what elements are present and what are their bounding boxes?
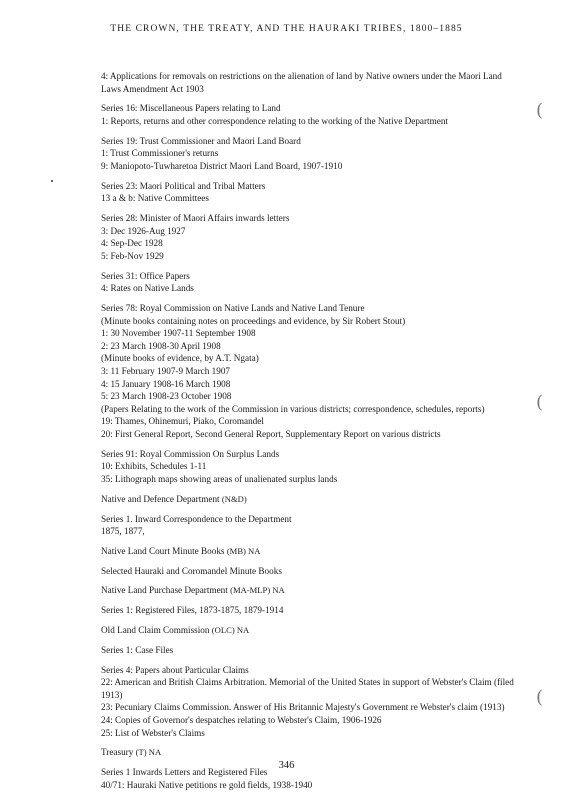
series-heading: Series 1: Registered Files, 1873-1875, 1879-1914 [101,605,284,616]
listing-block [101,604,521,617]
series-entry: 10: Exhibits, Schedules 1-11 [101,461,207,472]
series-entry: 1: Trust Commissioner's returns [101,148,219,159]
series-heading: Series 23: Maori Political and Tribal Matters [101,180,266,191]
series-entry: 24: Copies of Governor's despatches relating to Webster's Claim, 1906-1926 [101,714,382,725]
series-heading: Series 19: Trust Commissioner and Maori Land Board [101,135,301,146]
listing-block [101,135,521,173]
series-entry: 4: Sep-Dec 1928 [101,238,163,249]
series-entry: 13 a & b: Native Committees [101,193,209,204]
series-entry: (Minute books of evidence, by A.T. Ngata) [101,353,259,364]
series-heading: Series 78: Royal Commission on Native Lands and Native Land Tenure [101,303,365,314]
series-heading: Series 31: Office Papers [101,270,190,281]
listing-block [101,664,521,740]
listing-block [101,270,521,295]
record-group-title: Treasury [101,747,134,758]
record-group-heading [101,493,521,506]
series-heading: Series 28: Minister of Maori Affairs inwards letters [101,213,290,224]
record-group-heading [101,565,521,578]
series-entry: 23: Pecuniary Claims Commission. Answer of His Britannic Majesty's Government re Webster's claim (1913) [101,702,505,713]
series-entry: 4: Rates on Native Lands [101,283,194,294]
series-entry: 9: Maniopoto-Tuwharetoa District Maori Land Board, 1907-1910 [101,160,343,171]
margin-bracket-mark: ( [536,392,544,413]
margin-dot [51,180,53,182]
series-entry: 3: 11 February 1907-9 March 1907 [101,366,231,376]
listing-block [101,644,521,657]
record-group-title: Selected Hauraki and Coromandel Minute Books [101,565,282,576]
series-entry: 40/71: Hauraki Native petitions re gold fields, 1938-1940 [101,779,313,790]
series-entry: 2: 23 March 1908-30 April 1908 [101,340,221,351]
record-group-heading [101,746,521,759]
record-group-code: (MA-MLP) NA [230,585,285,596]
series-heading: Series 1 Inwards Letters and Registered Files [101,767,268,778]
record-group-title: Native Land Court Minute Books [101,545,225,556]
series-entry: (Minute books containing notes on proceedings and evidence, by Sir Robert Stout) [101,315,406,326]
series-entry: 3: Dec 1926-Aug 1927 [101,225,186,236]
archive-listing [101,70,521,798]
series-entry: 35: Lithograph maps showing areas of unalienated surplus lands [101,473,338,484]
listing-block [101,746,521,759]
series-entry: 1875, 1877, [101,526,145,537]
record-group-code: (MB) NA [226,545,261,556]
series-entry: 1: Reports, returns and other correspondence relating to the working of the Native Department [101,115,448,126]
record-group-heading [101,545,521,558]
series-heading: Series 16: Miscellaneous Papers relating to Land [101,103,281,114]
series-heading: Series 4: Papers about Particular Claims [101,664,249,675]
listing-block [101,448,521,486]
margin-bracket-mark: ( [536,687,544,708]
listing-block [101,565,521,578]
record-group-title: Native and Defence Department [101,493,220,504]
margin-bracket-mark: ( [536,100,544,121]
series-entry: 20: First General Report, Second General Report, Supplementary Report on various districts [101,428,441,439]
series-entry: (Papers Relating to the work of the Commission in various districts; correspondence, schedules, reports) [101,403,485,414]
listing-block [101,102,521,127]
record-group-title: Native Land Purchase Department [101,585,228,596]
series-entry: 4: 15 January 1908-16 March 1908 [101,378,231,389]
listing-block [101,70,521,95]
listing-block [101,584,521,597]
series-entry: 5: 23 March 1908-23 October 1908 [101,391,232,402]
record-group-code: (T) NA [135,747,162,758]
running-head: THE CROWN, THE TREATY, AND THE HAURAKI TRIBES, 1800–1885 [110,24,463,34]
record-group-heading [101,584,521,597]
series-heading: Series 1. Inward Correspondence to the Department [101,513,292,524]
record-group-title: Old Land Claim Commission [101,625,210,635]
listing-block [101,212,521,262]
listing-block [101,545,521,558]
record-group-heading [101,624,521,637]
listing-block [101,513,521,538]
series-entry: 25: List of Webster's Claims [101,727,205,738]
listing-block [101,302,521,441]
series-heading: Series 1: Case Files [101,644,174,655]
listing-block [101,493,521,506]
series-entry: 1: 30 November 1907-11 September 1908 [101,328,256,339]
series-entry: 19: Thames, Ohinemuri, Piako, Coromandel [101,416,264,427]
series-entry: 5: Feb-Nov 1929 [101,250,164,261]
record-group-code: (OLC) NA [211,625,250,635]
series-entry: 22: American and British Claims Arbitration. Memorial of the United States in support of Webster's Claim (filed 1913) [101,677,514,700]
record-group-code: (N&D) [221,493,247,504]
series-heading: Series 91: Royal Commission On Surplus Lands [101,448,280,459]
listing-block [101,624,521,637]
page-number: 346 [278,760,295,771]
series-heading: 4: Applications for removals on restrictions on the alienation of land by Native owners under the Maori Land Laws Amendment Act 1903 [101,71,502,94]
listing-block [101,180,521,205]
